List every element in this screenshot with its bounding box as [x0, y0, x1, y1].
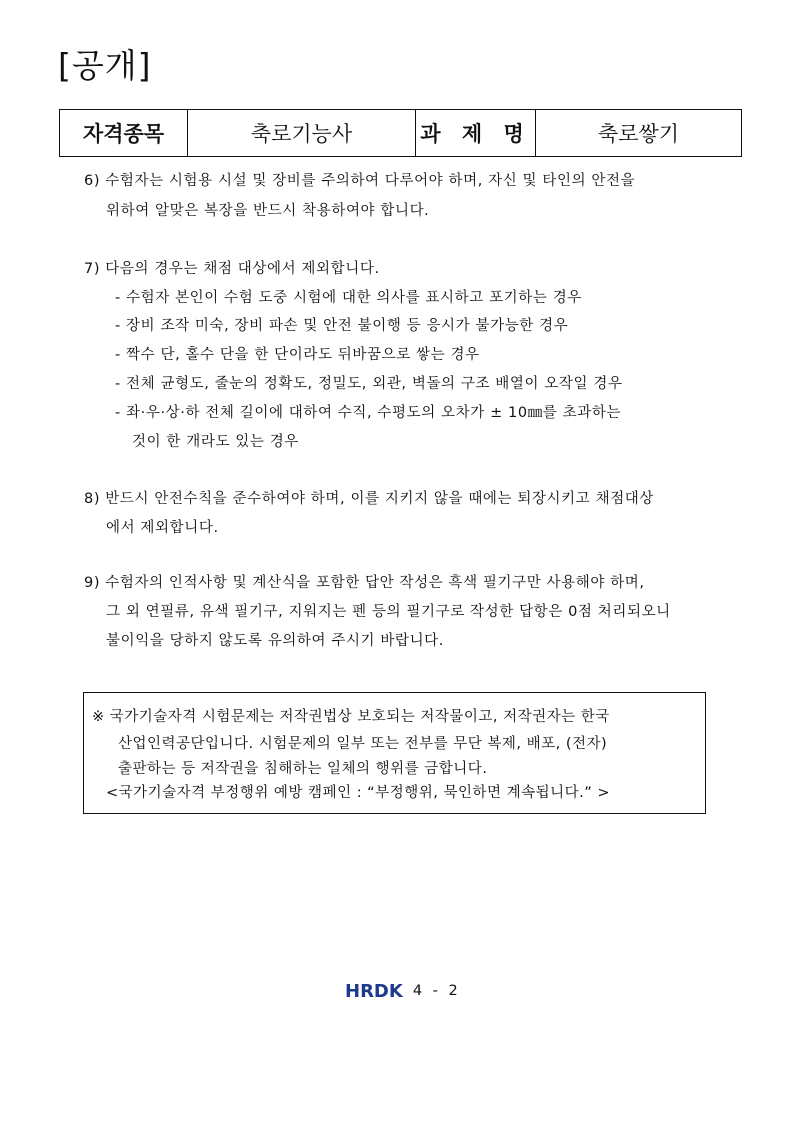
task-value: 축로쌓기 [536, 110, 742, 157]
item-7-bullet-2: - 장비 조작 미숙, 장비 파손 및 안전 불이행 등 응시가 불가능한 경우 [115, 318, 569, 334]
item-7-bullet-3: - 짝수 단, 홀수 단을 한 단이라도 뒤바꿈으로 쌓는 경우 [115, 347, 480, 363]
qualification-label: 자격종목 [60, 110, 188, 157]
notice-line-3: 출판하는 등 저작권을 침해하는 일체의 행위를 금합니다. [118, 761, 488, 777]
item-8-line-1: 8) 반드시 안전수칙을 준수하여야 하며, 이를 지키지 않을 때에는 퇴장시키고 채점대상 [84, 491, 655, 507]
notice-line-1: ※ 국가기술자격 시험문제는 저작권법상 보호되는 저작물이고, 저작권자는 한국 [92, 709, 610, 725]
public-classification-mark: [공개] [58, 46, 152, 85]
item-7-line-1: 7) 다음의 경우는 채점 대상에서 제외합니다. [84, 261, 380, 277]
notice-line-2: 산업인력공단입니다. 시험문제의 일부 또는 전부를 무단 복제, 배포, (전자) [118, 736, 608, 752]
qualification-value: 축로기능사 [188, 110, 416, 157]
notice-line-4: <국가기술자격 부정행위 예방 캠페인 : “부정행위, 묵인하면 계속됩니다.” > [106, 785, 610, 801]
copyright-notice-box [83, 692, 706, 814]
item-9-line-2: 그 외 연필류, 유색 필기구, 지워지는 펜 등의 필기구로 작성한 답항은 0점 처리되오니 [106, 604, 671, 620]
item-8-line-2: 에서 제외합니다. [106, 520, 219, 536]
item-9-line-3: 불이익을 당하지 않도록 유의하여 주시기 바랍니다. [106, 633, 444, 649]
task-label: 과 제 명 [416, 110, 536, 157]
hrdk-logo: HRDK [345, 980, 403, 1002]
item-6-line-2: 위하여 알맞은 복장을 반드시 착용하여야 합니다. [106, 203, 430, 219]
page-footer [345, 980, 461, 1002]
item-9-line-1: 9) 수험자의 인적사항 및 계산식을 포함한 답안 작성은 흑색 필기구만 사용해야 하며, [84, 575, 645, 591]
item-7-bullet-5-cont: 것이 한 개라도 있는 경우 [132, 434, 299, 450]
item-7-bullet-4: - 전체 균형도, 줄눈의 정확도, 정밀도, 외관, 벽돌의 구조 배열이 오작일 경우 [115, 376, 623, 392]
item-7-bullet-1: - 수험자 본인이 수험 도중 시험에 대한 의사를 표시하고 포기하는 경우 [115, 290, 582, 306]
item-6-line-1: 6) 수험자는 시험용 시설 및 장비를 주의하여 다루어야 하며, 자신 및 타인의 안전을 [84, 173, 636, 189]
page-number: 4 - 2 [412, 983, 461, 999]
item-7-bullet-5: - 좌·우·상·하 전체 길이에 대하여 수직, 수평도의 오차가 ± 10㎜를 초과하는 [115, 405, 622, 421]
